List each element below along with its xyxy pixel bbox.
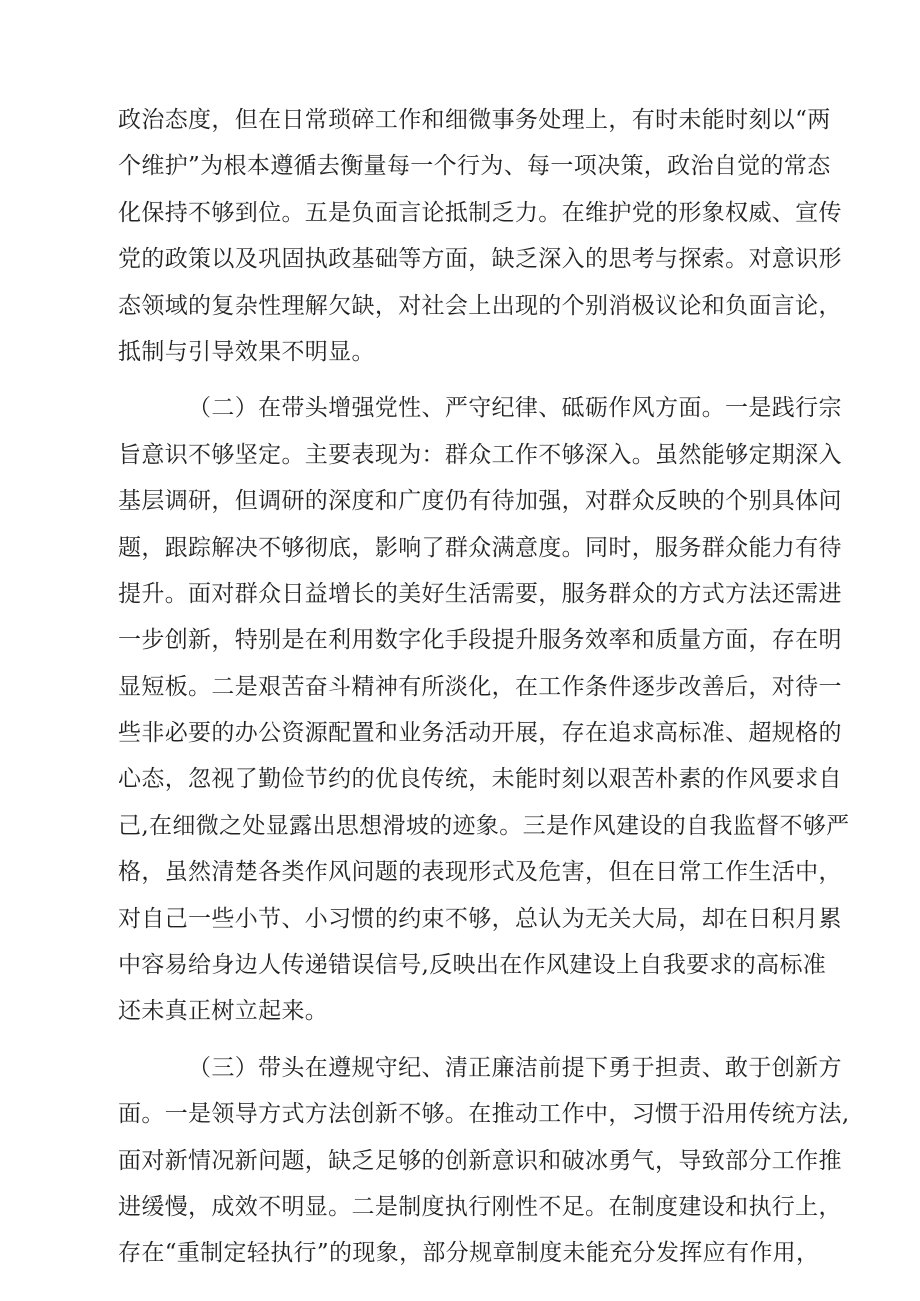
text-line: 对自己一些小节、小习惯的约束不够，总认为无关大局，却在日积月累 bbox=[118, 905, 842, 932]
paragraph-spacer bbox=[118, 1035, 833, 1045]
text-line: 一步创新，特别是在利用数字化手段提升服务效率和质量方面，存在明 bbox=[118, 627, 842, 654]
text-line: 面。一是领导方式方法创新不够。在推动工作中，习惯于沿用传统方法, bbox=[118, 1101, 850, 1128]
text-line: （二）在带头增强党性、严守纪律、砥砺作风方面。一是践行宗 bbox=[188, 395, 842, 422]
text-line: 格，虽然清楚各类作风问题的表现形式及危害，但在日常工作生活中， bbox=[118, 859, 842, 886]
document-body bbox=[118, 97, 850, 1277]
text-line: 面对新情况新问题，缺乏足够的创新意识和破冰勇气，导致部分工作推 bbox=[118, 1147, 842, 1174]
paragraph-party-spirit-discipline bbox=[118, 385, 850, 1034]
text-line: 旨意识不够坚定。主要表现为：群众工作不够深入。虽然能够定期深入 bbox=[118, 441, 842, 468]
text-line: 题，跟踪解决不够彻底，影响了群众满意度。同时，服务群众能力有待 bbox=[118, 534, 842, 561]
text-line: 提升。面对群众日益增长的美好生活需要，服务群众的方式方法还需进 bbox=[118, 580, 842, 607]
text-line: 态领域的复杂性理解欠缺，对社会上出现的个别消极议论和负面言论， bbox=[118, 292, 842, 319]
text-line: 还未真正树立起来。 bbox=[118, 998, 329, 1025]
text-line: （三）带头在遵规守纪、清正廉洁前提下勇于担责、敢于创新方 bbox=[188, 1054, 842, 1081]
text-line: 中容易给身边人传递错误信号,反映出在作风建设上自我要求的高标准 bbox=[118, 952, 827, 979]
text-line: 己,在细微之处显露出思想滑坡的迹象。三是作风建设的自我监督不够严 bbox=[118, 812, 850, 839]
text-line: 政治态度，但在日常琐碎工作和细微事务处理上，有时未能时刻以“两 bbox=[118, 107, 831, 133]
paragraph-spacer bbox=[118, 375, 833, 385]
text-line: 进缓慢，成效不明显。二是制度执行刚性不足。在制度建设和执行上， bbox=[118, 1193, 842, 1220]
paragraph-political-attitude bbox=[118, 97, 842, 375]
text-line: 基层调研，但调研的深度和广度仍有待加强，对群众反映的个别具体问 bbox=[118, 488, 842, 515]
paragraph-responsibility-innovation bbox=[118, 1045, 850, 1277]
text-line: 显短板。二是艰苦奋斗精神有所淡化，在工作条件逐步改善后，对待一 bbox=[118, 673, 842, 700]
text-line: 党的政策以及巩固执政基础等方面，缺乏深入的思考与探索。对意识形 bbox=[118, 246, 842, 273]
text-line: 个维护”为根本遵循去衡量每一个行为、每一项决策，政治自觉的常态 bbox=[118, 153, 831, 180]
text-line: 存在“重制定轻执行”的现象，部分规章制度未能充分发挥应有作用， bbox=[118, 1240, 820, 1267]
text-line: 化保持不够到位。五是负面言论抵制乏力。在维护党的形象权威、宣传 bbox=[118, 199, 842, 226]
text-line: 心态，忽视了勤俭节约的优良传统，未能时刻以艰苦朴素的作风要求自 bbox=[118, 766, 842, 793]
text-line: 抵制与引导效果不明显。 bbox=[118, 338, 375, 365]
text-line: 些非必要的办公资源配置和业务活动开展，存在追求高标准、超规格的 bbox=[118, 720, 842, 747]
